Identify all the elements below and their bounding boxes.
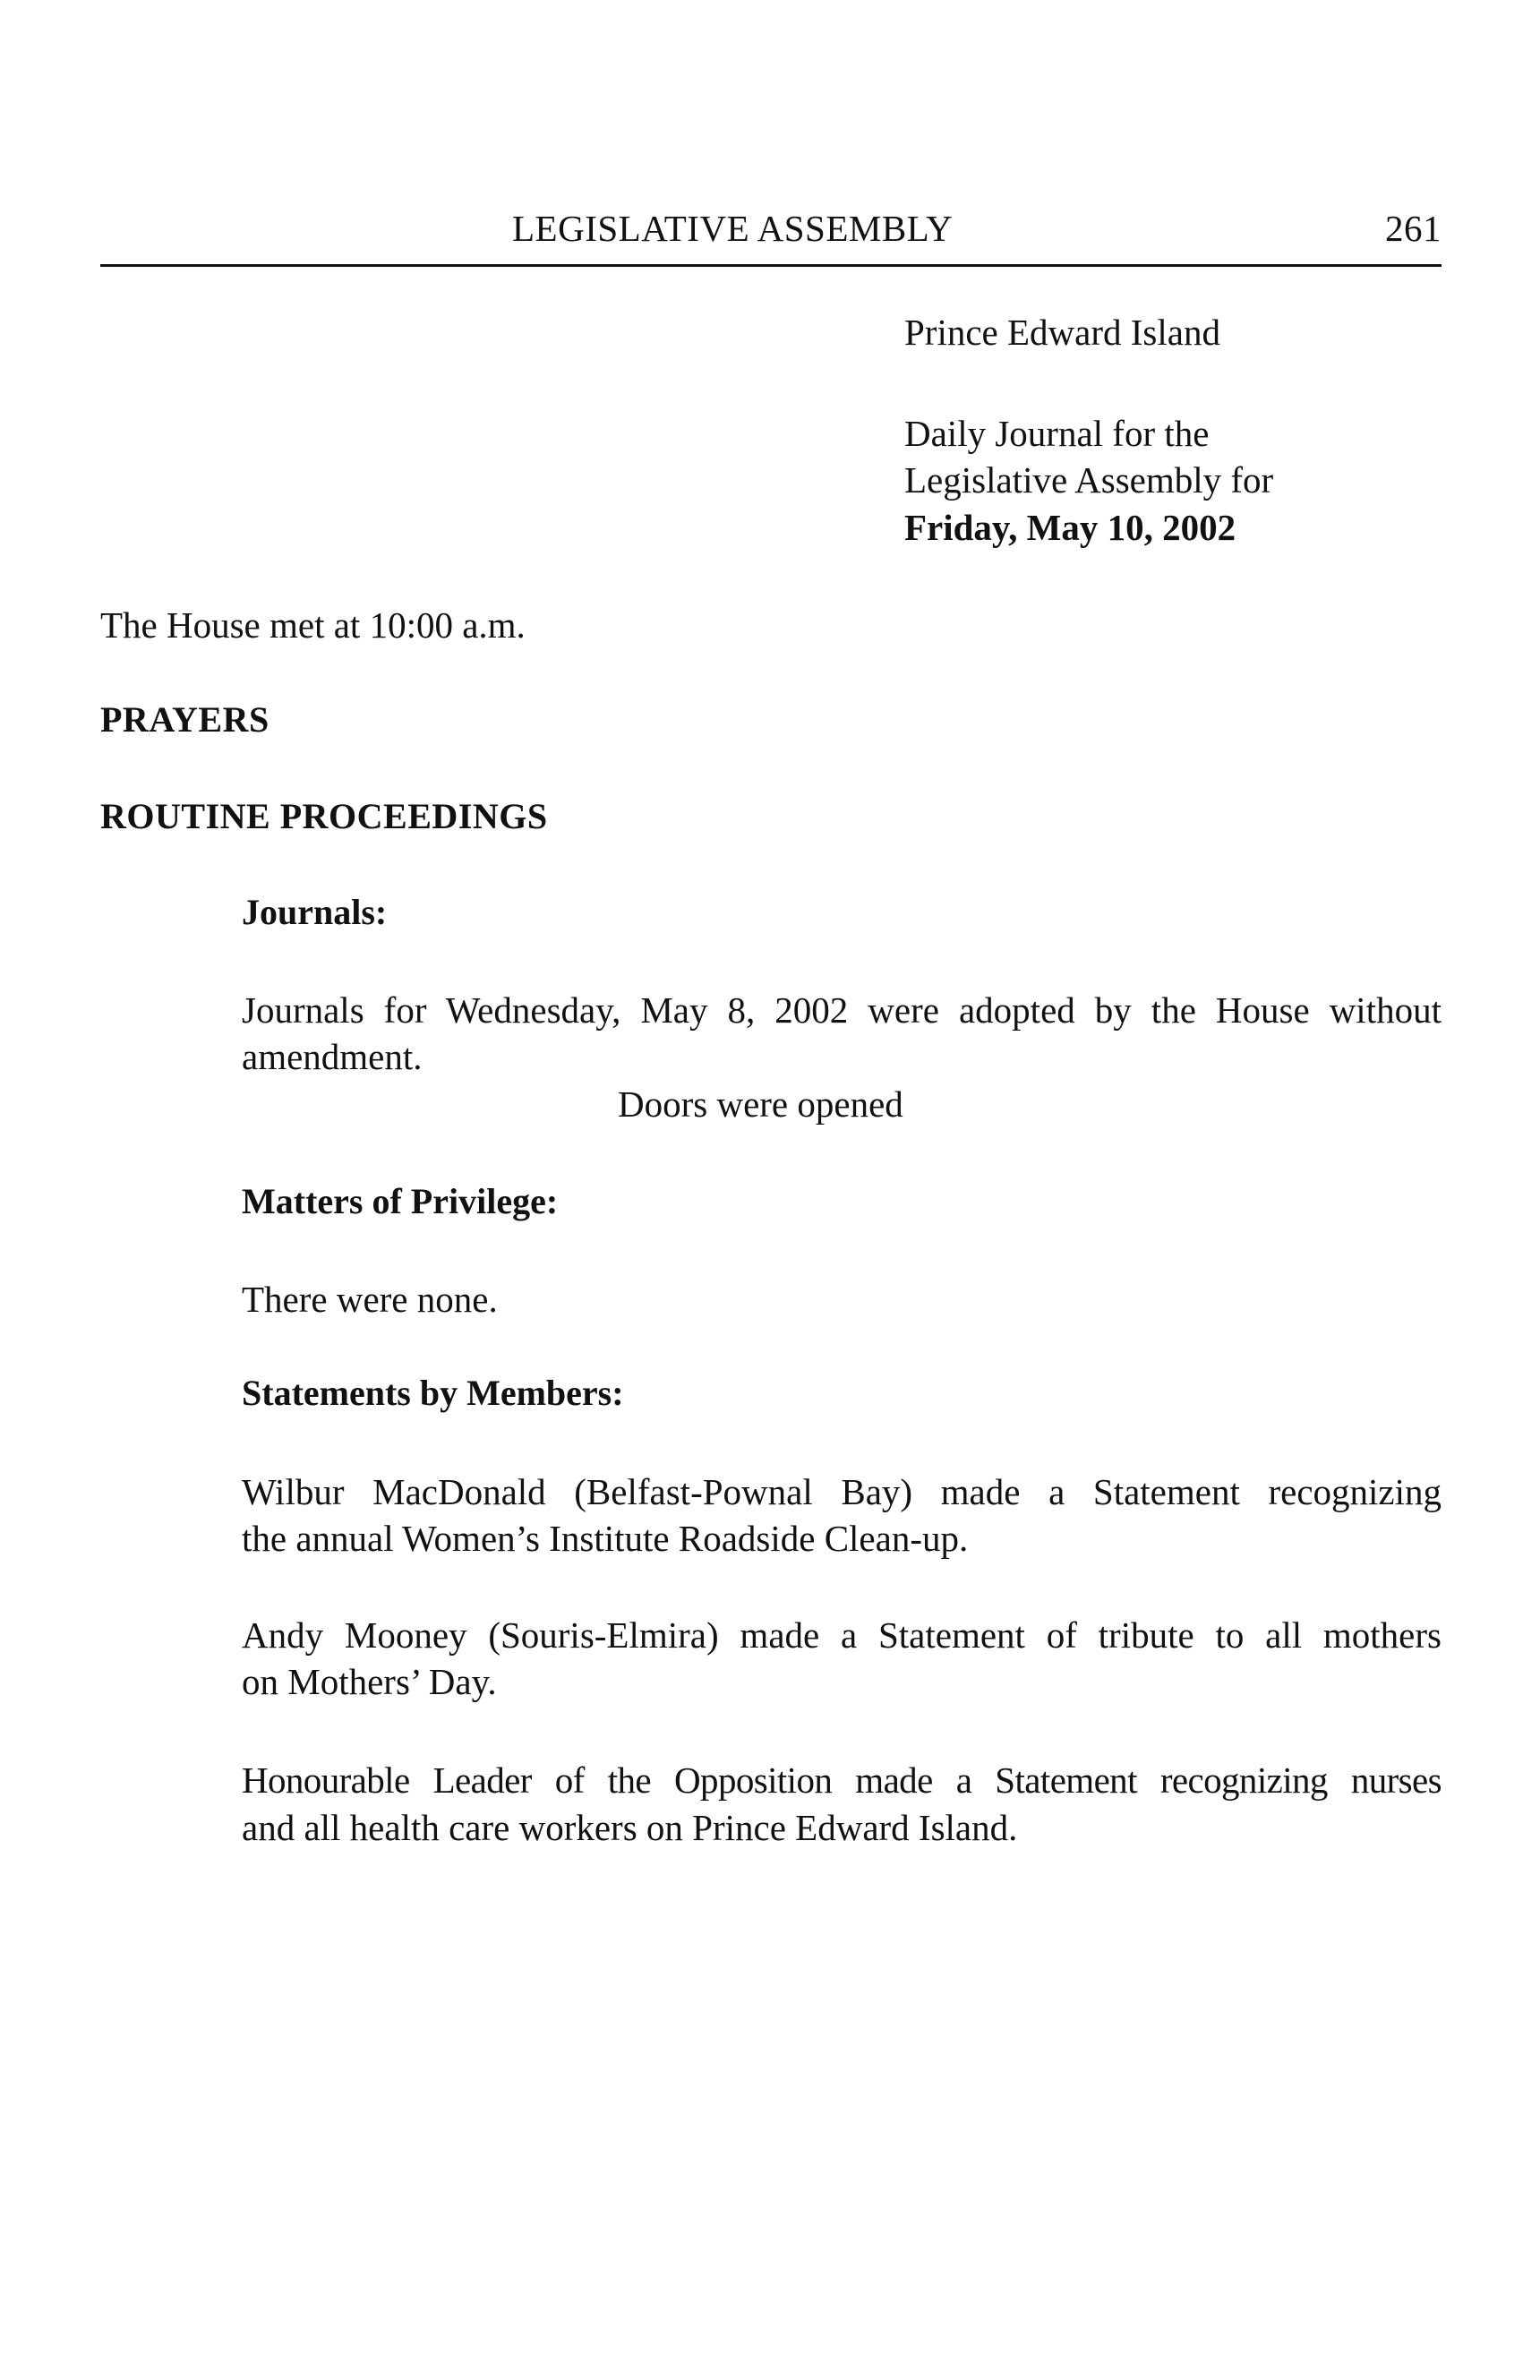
matters-of-privilege-heading: Matters of Privilege: bbox=[242, 1181, 559, 1221]
jurisdiction-name: Prince Edward Island bbox=[904, 312, 1220, 353]
page-number: 261 bbox=[1385, 208, 1442, 249]
journal-title-line-2: Legislative Assembly for bbox=[904, 459, 1274, 501]
statement-3-line-1: Honourable Leader of the Opposition made a Statement recognizing nurses bbox=[242, 1759, 1442, 1801]
journal-date: Friday, May 10, 2002 bbox=[904, 507, 1236, 548]
doors-opened-note: Doors were opened bbox=[618, 1083, 903, 1125]
journal-title-line-1: Daily Journal for the bbox=[904, 413, 1210, 454]
opening-statement: The House met at 10:00 a.m. bbox=[100, 604, 526, 646]
statement-2-line-1: Andy Mooney (Souris-Elmira) made a Statement of tribute to all mothers bbox=[242, 1614, 1442, 1656]
statement-1-line-2: the annual Women’s Institute Roadside Clean-up. bbox=[242, 1518, 969, 1559]
routine-proceedings-heading: ROUTINE PROCEEDINGS bbox=[100, 796, 548, 836]
statement-1-line-1: Wilbur MacDonald (Belfast-Pownal Bay) made a Statement recognizing bbox=[242, 1471, 1442, 1512]
header-title: LEGISLATIVE ASSEMBLY bbox=[512, 208, 954, 249]
prayers-heading: PRAYERS bbox=[100, 699, 270, 740]
journals-text-line-1: Journals for Wednesday, May 8, 2002 were adopted by the House without bbox=[242, 989, 1442, 1031]
journals-text-line-2: amendment. bbox=[242, 1036, 423, 1077]
running-header bbox=[100, 201, 1442, 267]
privilege-text: There were none. bbox=[242, 1279, 498, 1320]
statement-3-line-2: and all health care workers on Prince Edward Island. bbox=[242, 1807, 1018, 1848]
statements-heading: Statements by Members: bbox=[242, 1373, 624, 1413]
statement-2-line-2: on Mothers’ Day. bbox=[242, 1661, 497, 1702]
journals-heading: Journals: bbox=[242, 892, 388, 932]
